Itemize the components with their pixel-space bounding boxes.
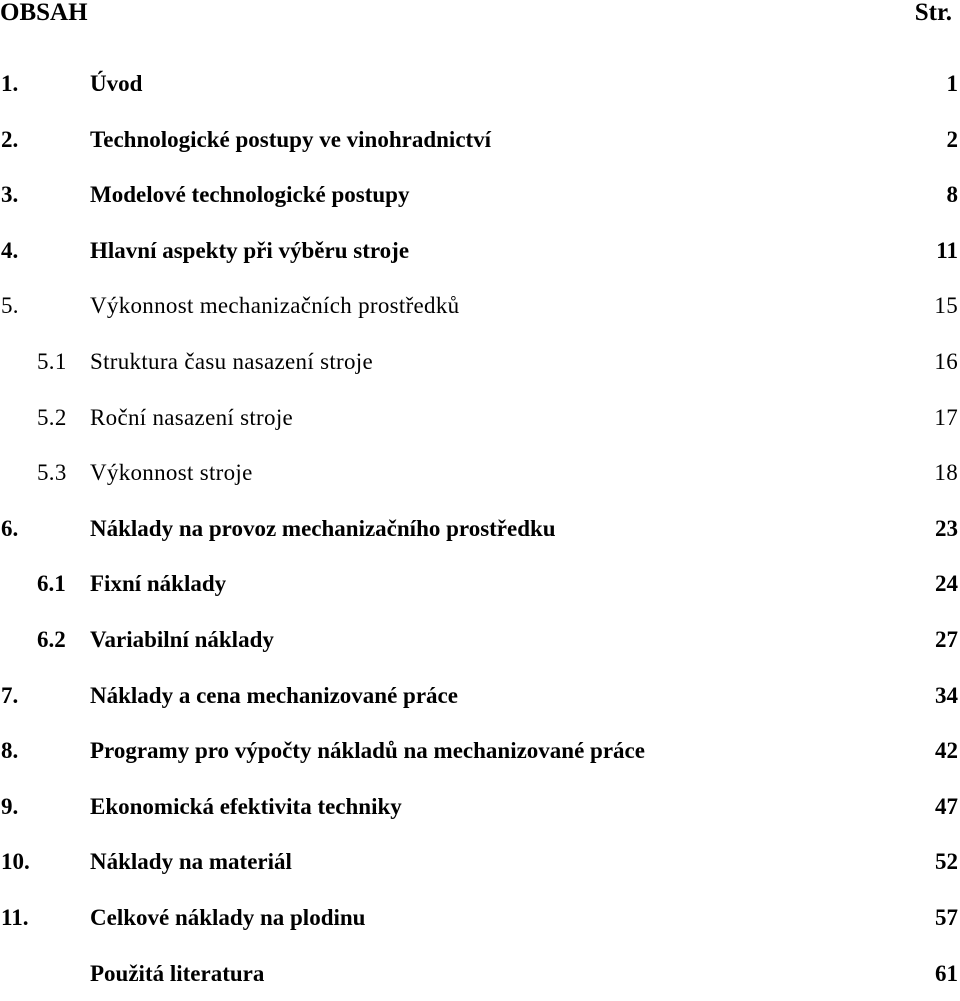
toc-entry-number: 6.1	[37, 556, 66, 612]
toc-entry-page: 47	[935, 779, 958, 835]
toc-subentry[interactable]	[0, 390, 958, 446]
toc-entry-number: 5.2	[37, 390, 67, 446]
toc-entry-number: 9.	[1, 779, 18, 835]
toc-entry[interactable]	[0, 723, 958, 779]
toc-entry-number: 4.	[1, 223, 18, 279]
toc-entry-number: 7.	[1, 668, 18, 724]
toc-entry-label: Úvod	[90, 56, 142, 112]
toc-entry-number: 11.	[1, 890, 28, 946]
toc-entry-label: Hlavní aspekty při výběru stroje	[90, 223, 409, 279]
toc-entry-label: Náklady a cena mechanizované práce	[90, 668, 458, 724]
toc-subentry[interactable]	[0, 612, 958, 668]
toc-entry-number: 5.1	[37, 334, 67, 390]
toc-entry-number: 3.	[1, 167, 18, 223]
toc-entry[interactable]	[0, 890, 958, 946]
toc-entry-number: 5.	[1, 278, 19, 334]
toc-entry-page: 57	[935, 890, 958, 946]
toc-entry-label: Struktura času nasazení stroje	[90, 334, 373, 390]
toc-entry[interactable]	[0, 167, 958, 223]
toc-entry-number: 2.	[1, 112, 18, 168]
page-column-heading: Str.	[915, 0, 952, 26]
toc-entry[interactable]	[0, 112, 958, 168]
toc-entry-label: Výkonnost stroje	[90, 445, 253, 501]
toc-entry-page: 2	[947, 112, 959, 168]
toc-entry-page: 11	[936, 223, 958, 279]
toc-entry-page: 1	[947, 56, 959, 112]
toc-entry[interactable]	[0, 56, 958, 112]
toc-entry-number: 6.2	[37, 612, 66, 668]
toc-entry-page: 8	[947, 167, 959, 223]
toc-entry-page: 61	[935, 946, 958, 1001]
toc-entry-page: 42	[935, 723, 958, 779]
toc-entry-label: Programy pro výpočty nákladů na mechanizované práce	[90, 723, 645, 779]
toc-entry-label: Použitá literatura	[90, 946, 264, 1001]
toc-entry-page: 17	[934, 390, 958, 446]
toc-subentry[interactable]	[0, 445, 958, 501]
toc-entry-number: 5.3	[37, 445, 67, 501]
toc-entry-number: 6.	[1, 501, 18, 557]
toc-entry-label: Variabilní náklady	[90, 612, 274, 668]
toc-entry-label: Roční nasazení stroje	[90, 390, 293, 446]
toc-entry-label: Náklady na provoz mechanizačního prostředku	[90, 501, 556, 557]
toc-entry-number: 8.	[1, 723, 18, 779]
table-of-contents	[0, 56, 958, 1001]
toc-entry-page: 16	[934, 334, 958, 390]
toc-entry-label: Fixní náklady	[90, 556, 226, 612]
toc-entry-label: Modelové technologické postupy	[90, 167, 409, 223]
toc-subentry[interactable]	[0, 556, 958, 612]
toc-entry[interactable]	[0, 223, 958, 279]
toc-entry[interactable]	[0, 278, 958, 334]
toc-title: OBSAH	[0, 0, 88, 26]
toc-entry-label: Výkonnost mechanizačních prostředků	[90, 278, 459, 334]
toc-entry-label: Ekonomická efektivita techniky	[90, 779, 402, 835]
toc-entry[interactable]	[0, 501, 958, 557]
toc-entry-label: Celkové náklady na plodinu	[90, 890, 365, 946]
toc-entry-number: 10.	[1, 834, 30, 890]
toc-entry-page: 52	[935, 834, 958, 890]
toc-header	[0, 0, 952, 30]
toc-entry-label: Náklady na materiál	[90, 834, 292, 890]
toc-entry-page: 27	[935, 612, 958, 668]
toc-subentry[interactable]	[0, 334, 958, 390]
toc-entry-page: 24	[935, 556, 958, 612]
toc-entry[interactable]	[0, 834, 958, 890]
toc-entry[interactable]	[0, 779, 958, 835]
toc-entry-page: 23	[935, 501, 958, 557]
toc-entry-page: 18	[934, 445, 958, 501]
toc-entry-number: 1.	[1, 56, 18, 112]
toc-entry-page: 34	[935, 668, 958, 724]
toc-entry-page: 15	[934, 278, 958, 334]
toc-entry-label: Technologické postupy ve vinohradnictví	[90, 112, 491, 168]
toc-entry[interactable]	[0, 668, 958, 724]
